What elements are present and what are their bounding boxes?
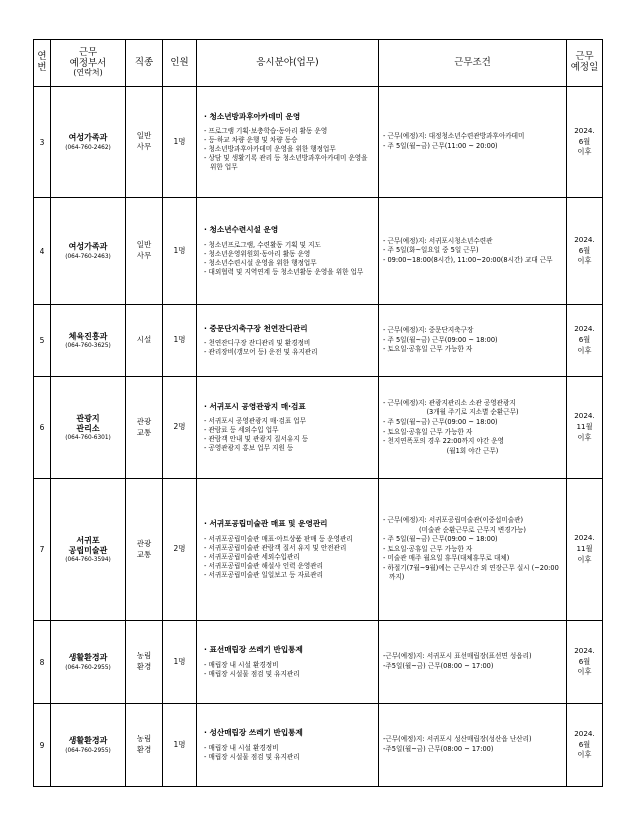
duty-item: - 서귀포시 공영관광지 매·검표 업무 xyxy=(204,417,307,426)
duty-title-bullet: · xyxy=(204,111,210,121)
duty-title-bullet: · xyxy=(204,519,210,529)
duty-item: - 청소년프로그램, 수련활동 기획 및 지도 xyxy=(204,240,321,249)
duty-item: - 청소년수련시설 운영을 위한 행정업무 xyxy=(204,258,317,267)
condition-item: - 주 5일(월~금) 근무(09:00 ~ 18:00) xyxy=(383,417,498,426)
duty-item: - 매립장 시설물 점검 및 유지관리 xyxy=(204,752,300,761)
start-date: 2024. 11월 이후 xyxy=(567,479,603,621)
condition-item: - 토요일·공휴일 근무 가능한 자 xyxy=(383,427,473,436)
table-body xyxy=(34,87,603,787)
duty-title xyxy=(204,519,374,529)
dept-phone: (064-760-3625) xyxy=(65,343,111,350)
duty-cell xyxy=(197,704,379,787)
duty-cell xyxy=(197,377,379,479)
row-number: 9 xyxy=(34,704,51,787)
duty-cell xyxy=(197,621,379,704)
conditions-cell xyxy=(379,621,567,704)
conditions-cell xyxy=(379,479,567,621)
start-date: 2024. 6월 이후 xyxy=(567,87,603,198)
condition-item: -근무(예정)지: 서귀포시 표선매립장(표선면 성읍리) xyxy=(383,652,532,661)
dept-phone: (064-760-2955) xyxy=(65,747,111,754)
start-date: 2024. 6월 이후 xyxy=(567,704,603,787)
table-row xyxy=(34,621,603,704)
duty-title-text: 표선매립장 쓰레기 반입통제 xyxy=(209,645,303,655)
table-row xyxy=(34,87,603,198)
conditions-cell xyxy=(379,377,567,479)
recruitment-table xyxy=(33,39,603,787)
duty-title-bullet: · xyxy=(204,645,210,655)
conditions-cell xyxy=(379,87,567,198)
condition-item: - 09:00~18:00(8시간), 11:00~20:00(8시간) 교대 근무 xyxy=(383,255,553,264)
row-number: 5 xyxy=(34,305,51,377)
duty-item: - 매립장 시설물 점검 및 유지관리 xyxy=(204,669,300,678)
condition-item: - 토요일·공휴일 근무 가능한 자 xyxy=(383,544,473,553)
condition-item: (월1회 야간 근무) xyxy=(446,446,499,455)
duty-item: - 관리장비(갱모어 등) 운전 및 유지관리 xyxy=(204,348,318,357)
table-row xyxy=(34,704,603,787)
duty-item: - 천연잔디구장 잔디관리 및 환경정비 xyxy=(204,339,311,348)
condition-item: -근무(예정)지: 서귀포시 성산매립장(성산읍 난산리) xyxy=(383,735,532,744)
dept-name: 체육진흥과 xyxy=(68,331,108,341)
row-number: 8 xyxy=(34,621,51,704)
dept-name: 서귀포 공립미술관 xyxy=(68,535,108,555)
job-type: 농림 환경 xyxy=(126,621,163,704)
conditions-cell xyxy=(379,305,567,377)
headcount: 1명 xyxy=(163,704,197,787)
condition-item: - 미술관 매주 월요일 휴무(대체휴무로 대체) xyxy=(383,554,510,563)
condition-item: - 근무(예정)지: 서귀포공립미술관(이중섭미술관) xyxy=(383,516,524,525)
duty-item: - 매립장 내 시설 환경정비 xyxy=(204,743,279,752)
dept-cell xyxy=(51,198,126,305)
duty-title-bullet: · xyxy=(204,728,210,738)
start-date: 2024. 6월 이후 xyxy=(567,198,603,305)
duty-item: - 공영관광지 홍보 업무 지원 등 xyxy=(204,444,294,453)
dept-name: 생활환경과 xyxy=(68,736,108,746)
duty-item: - 청소년방과후아카데미 운영을 위한 행정업무 xyxy=(204,145,336,154)
condition-item: - 근무(예정)지: 관광지관리소 소관 공영관광지 xyxy=(383,398,516,407)
dept-name: 여성가족과 xyxy=(68,242,108,252)
recruitment-table-container xyxy=(33,39,603,787)
duty-item: - 프로그램 기획·보충학습·동아리 활동 운영 xyxy=(204,127,328,135)
dept-cell xyxy=(51,704,126,787)
duty-title xyxy=(204,645,374,655)
headcount: 1명 xyxy=(163,621,197,704)
duty-cell xyxy=(197,305,379,377)
job-type: 관광 교통 xyxy=(126,377,163,479)
duty-item: - 등·하교 차량 운행 및 차량 동승 xyxy=(204,136,298,145)
duty-item: - 서귀포공립미술관 해설사 인력 운영관리 xyxy=(204,561,324,570)
dept-name: 여성가족과 xyxy=(68,133,108,143)
condition-item: -주5일(월~금) 근무(08:00 ~ 17:00) xyxy=(383,745,494,753)
condition-item: - 천지연폭포의 경우 22:00까지 야간 운영 xyxy=(383,437,505,446)
duty-item: - 서귀포공립미술관 관람객 질서 유지 및 안전관리 xyxy=(204,543,347,552)
duty-title-text: 중문단지축구장 천연잔디관리 xyxy=(209,323,308,333)
dept-phone: (064-760-2462) xyxy=(65,144,111,151)
job-type: 농림 환경 xyxy=(126,704,163,787)
condition-item: - 하절기(7월~9월)에는 근무시간 외 연장근무 실시 (~20:00까지) xyxy=(383,563,559,582)
dept-cell xyxy=(51,479,126,621)
duty-item: - 서귀포공립미술관 매표·아트상품 판매 등 운영관리 xyxy=(204,534,353,543)
condition-item: - 주 5일(화~일요일 중 5일 근무) xyxy=(383,246,479,255)
duty-title xyxy=(204,324,374,334)
start-date: 2024. 6월 이후 xyxy=(567,621,603,704)
table-row xyxy=(34,479,603,621)
header-duty: 응시분야(업무) xyxy=(197,40,379,87)
table-row xyxy=(34,377,603,479)
condition-item: - 주 5일(월~금) 근무(11:00 ~ 20:00) xyxy=(383,142,498,150)
headcount: 1명 xyxy=(163,87,197,198)
condition-item: - 근무(예정)지: 서귀포시청소년수련관 xyxy=(383,236,493,245)
condition-item: (3개월 주기로 지소별 순환근무) xyxy=(426,408,519,417)
header-dept: 근무 예정부서 (연락처) xyxy=(51,40,126,87)
duty-item: - 상담 및 생활기록 관리 등 청소년방과후아카데미 운영을 위한 업무 xyxy=(204,154,368,172)
headcount: 2명 xyxy=(163,479,197,621)
row-number: 7 xyxy=(34,479,51,621)
dept-cell xyxy=(51,87,126,198)
headcount: 1명 xyxy=(163,305,197,377)
duty-item: - 청소년운영위원회·동아리 활동 운영 xyxy=(204,249,311,258)
job-type: 시설 xyxy=(126,305,163,377)
duty-title-text: 서귀포시 공영관광지 매·검표 xyxy=(209,401,306,411)
duty-cell xyxy=(197,87,379,198)
duty-item: - 서귀포공립미술관 세외수입관리 xyxy=(204,552,300,561)
row-number: 6 xyxy=(34,377,51,479)
dept-cell xyxy=(51,305,126,377)
dept-cell xyxy=(51,621,126,704)
header-schedule: 근무 예정일 xyxy=(567,40,603,87)
header-count: 인원 xyxy=(163,40,197,87)
header-row xyxy=(34,40,603,87)
row-number: 3 xyxy=(34,87,51,198)
table-row xyxy=(34,198,603,305)
condition-item: -주5일(월~금) 근무(08:00 ~ 17:00) xyxy=(383,662,494,670)
duty-item: - 매립장 내 시설 환경정비 xyxy=(204,660,279,669)
duty-title xyxy=(204,225,374,235)
duty-cell xyxy=(197,479,379,621)
duty-title xyxy=(204,402,374,412)
duty-title-bullet: · xyxy=(204,401,210,411)
duty-title xyxy=(204,112,374,122)
dept-phone: (064-760-6301) xyxy=(65,435,111,442)
condition-item: - 근무(예정)지: 대정청소년수련관방과후아카데미 xyxy=(383,132,525,141)
duty-title-text: 청소년수련시설 운영 xyxy=(209,225,279,235)
duty-item: - 관람객 안내 및 관광지 질서유지 등 xyxy=(204,435,309,444)
duty-title xyxy=(204,728,374,738)
dept-cell xyxy=(51,377,126,479)
condition-item: (미술관 순환근무로 근무지 변경가능) xyxy=(419,525,526,534)
job-type: 일반 사무 xyxy=(126,87,163,198)
header-no: 연번 xyxy=(34,40,51,87)
start-date: 2024. 6월 이후 xyxy=(567,305,603,377)
job-type: 일반 사무 xyxy=(126,198,163,305)
start-date: 2024. 11월 이후 xyxy=(567,377,603,479)
duty-title-bullet: · xyxy=(204,225,210,235)
dept-name: 생활환경과 xyxy=(68,653,108,663)
header-job: 직종 xyxy=(126,40,163,87)
condition-item: - 토요일·공휴일 근무 가능한 자 xyxy=(383,345,473,354)
dept-phone: (064-760-2955) xyxy=(65,664,111,671)
duty-cell xyxy=(197,198,379,305)
dept-phone: (064-760-3594) xyxy=(65,557,111,564)
condition-item: - 주 5일(월~금) 근무(09:00 ~ 18:00) xyxy=(383,335,498,344)
conditions-cell xyxy=(379,704,567,787)
row-number: 4 xyxy=(34,198,51,305)
dept-name: 관광지 관리소 xyxy=(76,413,100,433)
duty-item: - 서귀포공립미술관 일일보고 등 자료관리 xyxy=(204,570,324,579)
job-type: 관광 교통 xyxy=(126,479,163,621)
condition-item: - 주 5일(월~금) 근무(09:00 ~ 18:00) xyxy=(383,535,498,544)
dept-phone: (064-760-2463) xyxy=(65,253,111,260)
condition-item: - 근무(예정)지: 중문단지축구장 xyxy=(383,326,474,335)
duty-title-bullet: · xyxy=(204,323,210,333)
conditions-cell xyxy=(379,198,567,305)
headcount: 2명 xyxy=(163,377,197,479)
headcount: 1명 xyxy=(163,198,197,305)
duty-title-text: 서귀포공립미술관 매표 및 운영관리 xyxy=(209,519,328,529)
table-row xyxy=(34,305,603,377)
duty-title-text: 성산매립장 쓰레기 반입통제 xyxy=(209,728,303,738)
duty-title-text: 청소년방과후아카데미 운영 xyxy=(209,111,301,121)
header-conditions: 근무조건 xyxy=(379,40,567,87)
duty-item: - 관람료 등 세외수입 업무 xyxy=(204,426,279,435)
duty-item: - 대외협력 및 지역연계 등 청소년활동 운영을 위한 업무 xyxy=(204,267,364,276)
